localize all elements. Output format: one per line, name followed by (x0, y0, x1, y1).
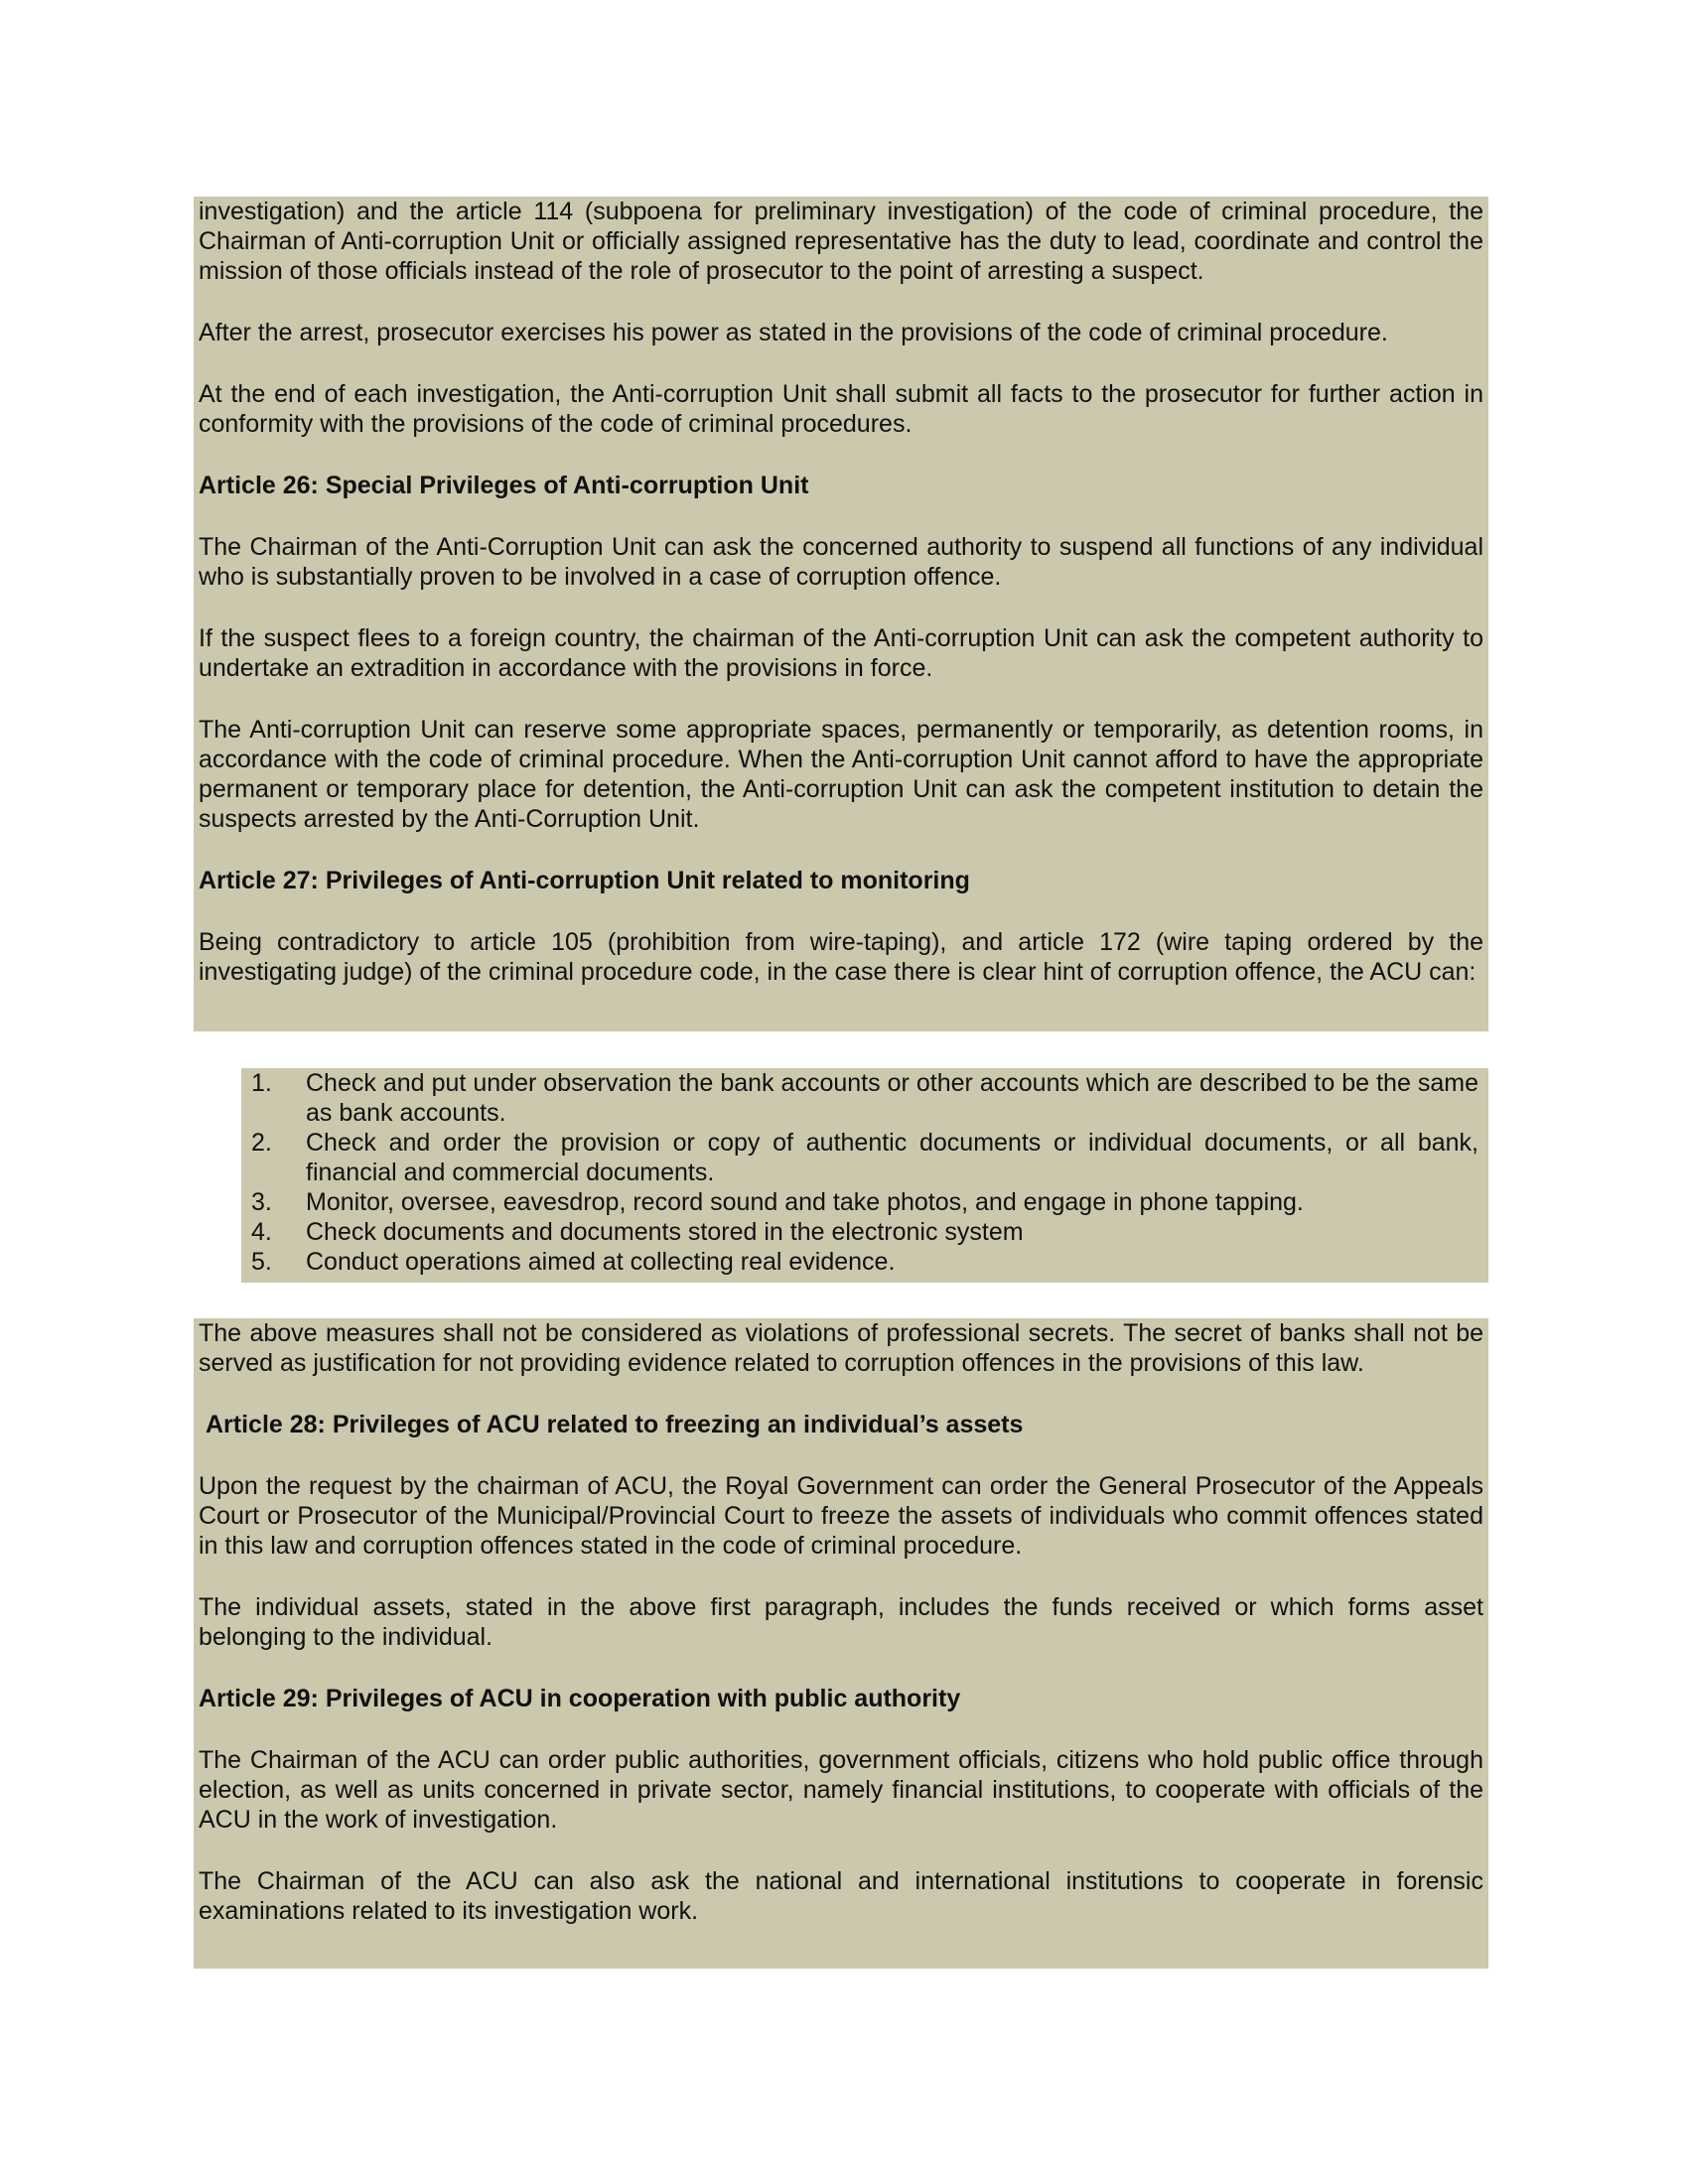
list-item: 5. Conduct operations aimed at collecting real evidence. (251, 1248, 896, 1276)
numbered-list-block (241, 1068, 1488, 1283)
article-28-heading: Article 28: Privileges of ACU related to freezing an individual’s assets (206, 1411, 1024, 1438)
paragraph: The Chairman of the ACU can order public authorities, government officials, citizens who hold public office through election, as well as units concerned in private sector, namely financial institutions, to cooperate with officials of the ACU in the work of investigation. (199, 1746, 1483, 1834)
article-27-heading: Article 27: Privileges of Anti-corruption Unit related to monitoring (199, 867, 970, 894)
list-item: 4. Check documents and documents stored in the electronic system (251, 1218, 1024, 1246)
section-block-1 (194, 197, 1488, 1031)
paragraph: investigation) and the article 114 (subpoena for preliminary investigation) of the code of criminal procedure, the Chairman of Anti-corruption Unit or officially assigned representative has the duty to lead, coordinate and control the mission of those officials instead of the role of prosecutor to the point of arresting a suspect. (199, 198, 1483, 285)
paragraph: The Chairman of the ACU can also ask the national and international institutions to cooperate in forensic examinations related to its investigation work. (199, 1867, 1483, 1925)
paragraph: Being contradictory to article 105 (prohibition from wire-taping), and article 172 (wire taping ordered by the investigating judge) of the criminal procedure code, in the case there is clear hint of corruption offence, the ACU can: (199, 928, 1483, 986)
section-block-3 (194, 1318, 1488, 1969)
paragraph: Upon the request by the chairman of ACU, the Royal Government can order the General Prosecutor of the Appeals Court or Prosecutor of the Municipal/Provincial Court to freeze the assets of individuals who commit offences stated in this law and corruption offences stated in the code of criminal procedure. (199, 1472, 1483, 1560)
article-26-heading: Article 26: Special Privileges of Anti-corruption Unit (199, 472, 809, 499)
paragraph: After the arrest, prosecutor exercises his power as stated in the provisions of the code of criminal procedure. (199, 319, 1388, 346)
article-29-heading: Article 29: Privileges of ACU in cooperation with public authority (199, 1685, 961, 1712)
list-item: 1. Check and put under observation the bank accounts or other accounts which are described to be the same as bank accounts. (251, 1069, 1478, 1127)
numbered-list (246, 1068, 1483, 1277)
paragraph: The above measures shall not be considered as violations of professional secrets. The secret of banks shall not be served as justification for not providing evidence related to corruption offences in the provisions of this law. (199, 1319, 1483, 1377)
paragraph: The Anti-corruption Unit can reserve some appropriate spaces, permanently or temporarily, as detention rooms, in accordance with the code of criminal procedure. When the Anti-corruption Unit cannot afford to have the appropriate permanent or temporary place for detention, the Anti-corruption Unit can ask the competent institution to detain the suspects arrested by the Anti-Corruption Unit. (199, 716, 1483, 833)
list-item: 2. Check and order the provision or copy of authentic documents or individual documents, or all bank, financial and commercial documents. (251, 1129, 1478, 1186)
paragraph: The individual assets, stated in the above first paragraph, includes the funds received or which forms asset belonging to the individual. (199, 1593, 1483, 1651)
paragraph: At the end of each investigation, the Anti-corruption Unit shall submit all facts to the prosecutor for further action in conformity with the provisions of the code of criminal procedures. (199, 380, 1483, 438)
list-item: 3. Monitor, oversee, eavesdrop, record sound and take photos, and engage in phone tapping. (251, 1188, 1304, 1216)
paragraph: The Chairman of the Anti-Corruption Unit can ask the concerned authority to suspend all functions of any individual who is substantially proven to be involved in a case of corruption offence. (199, 533, 1483, 591)
paragraph: If the suspect flees to a foreign country, the chairman of the Anti-corruption Unit can ask the competent authority to undertake an extradition in accordance with the provisions in force. (199, 624, 1483, 682)
